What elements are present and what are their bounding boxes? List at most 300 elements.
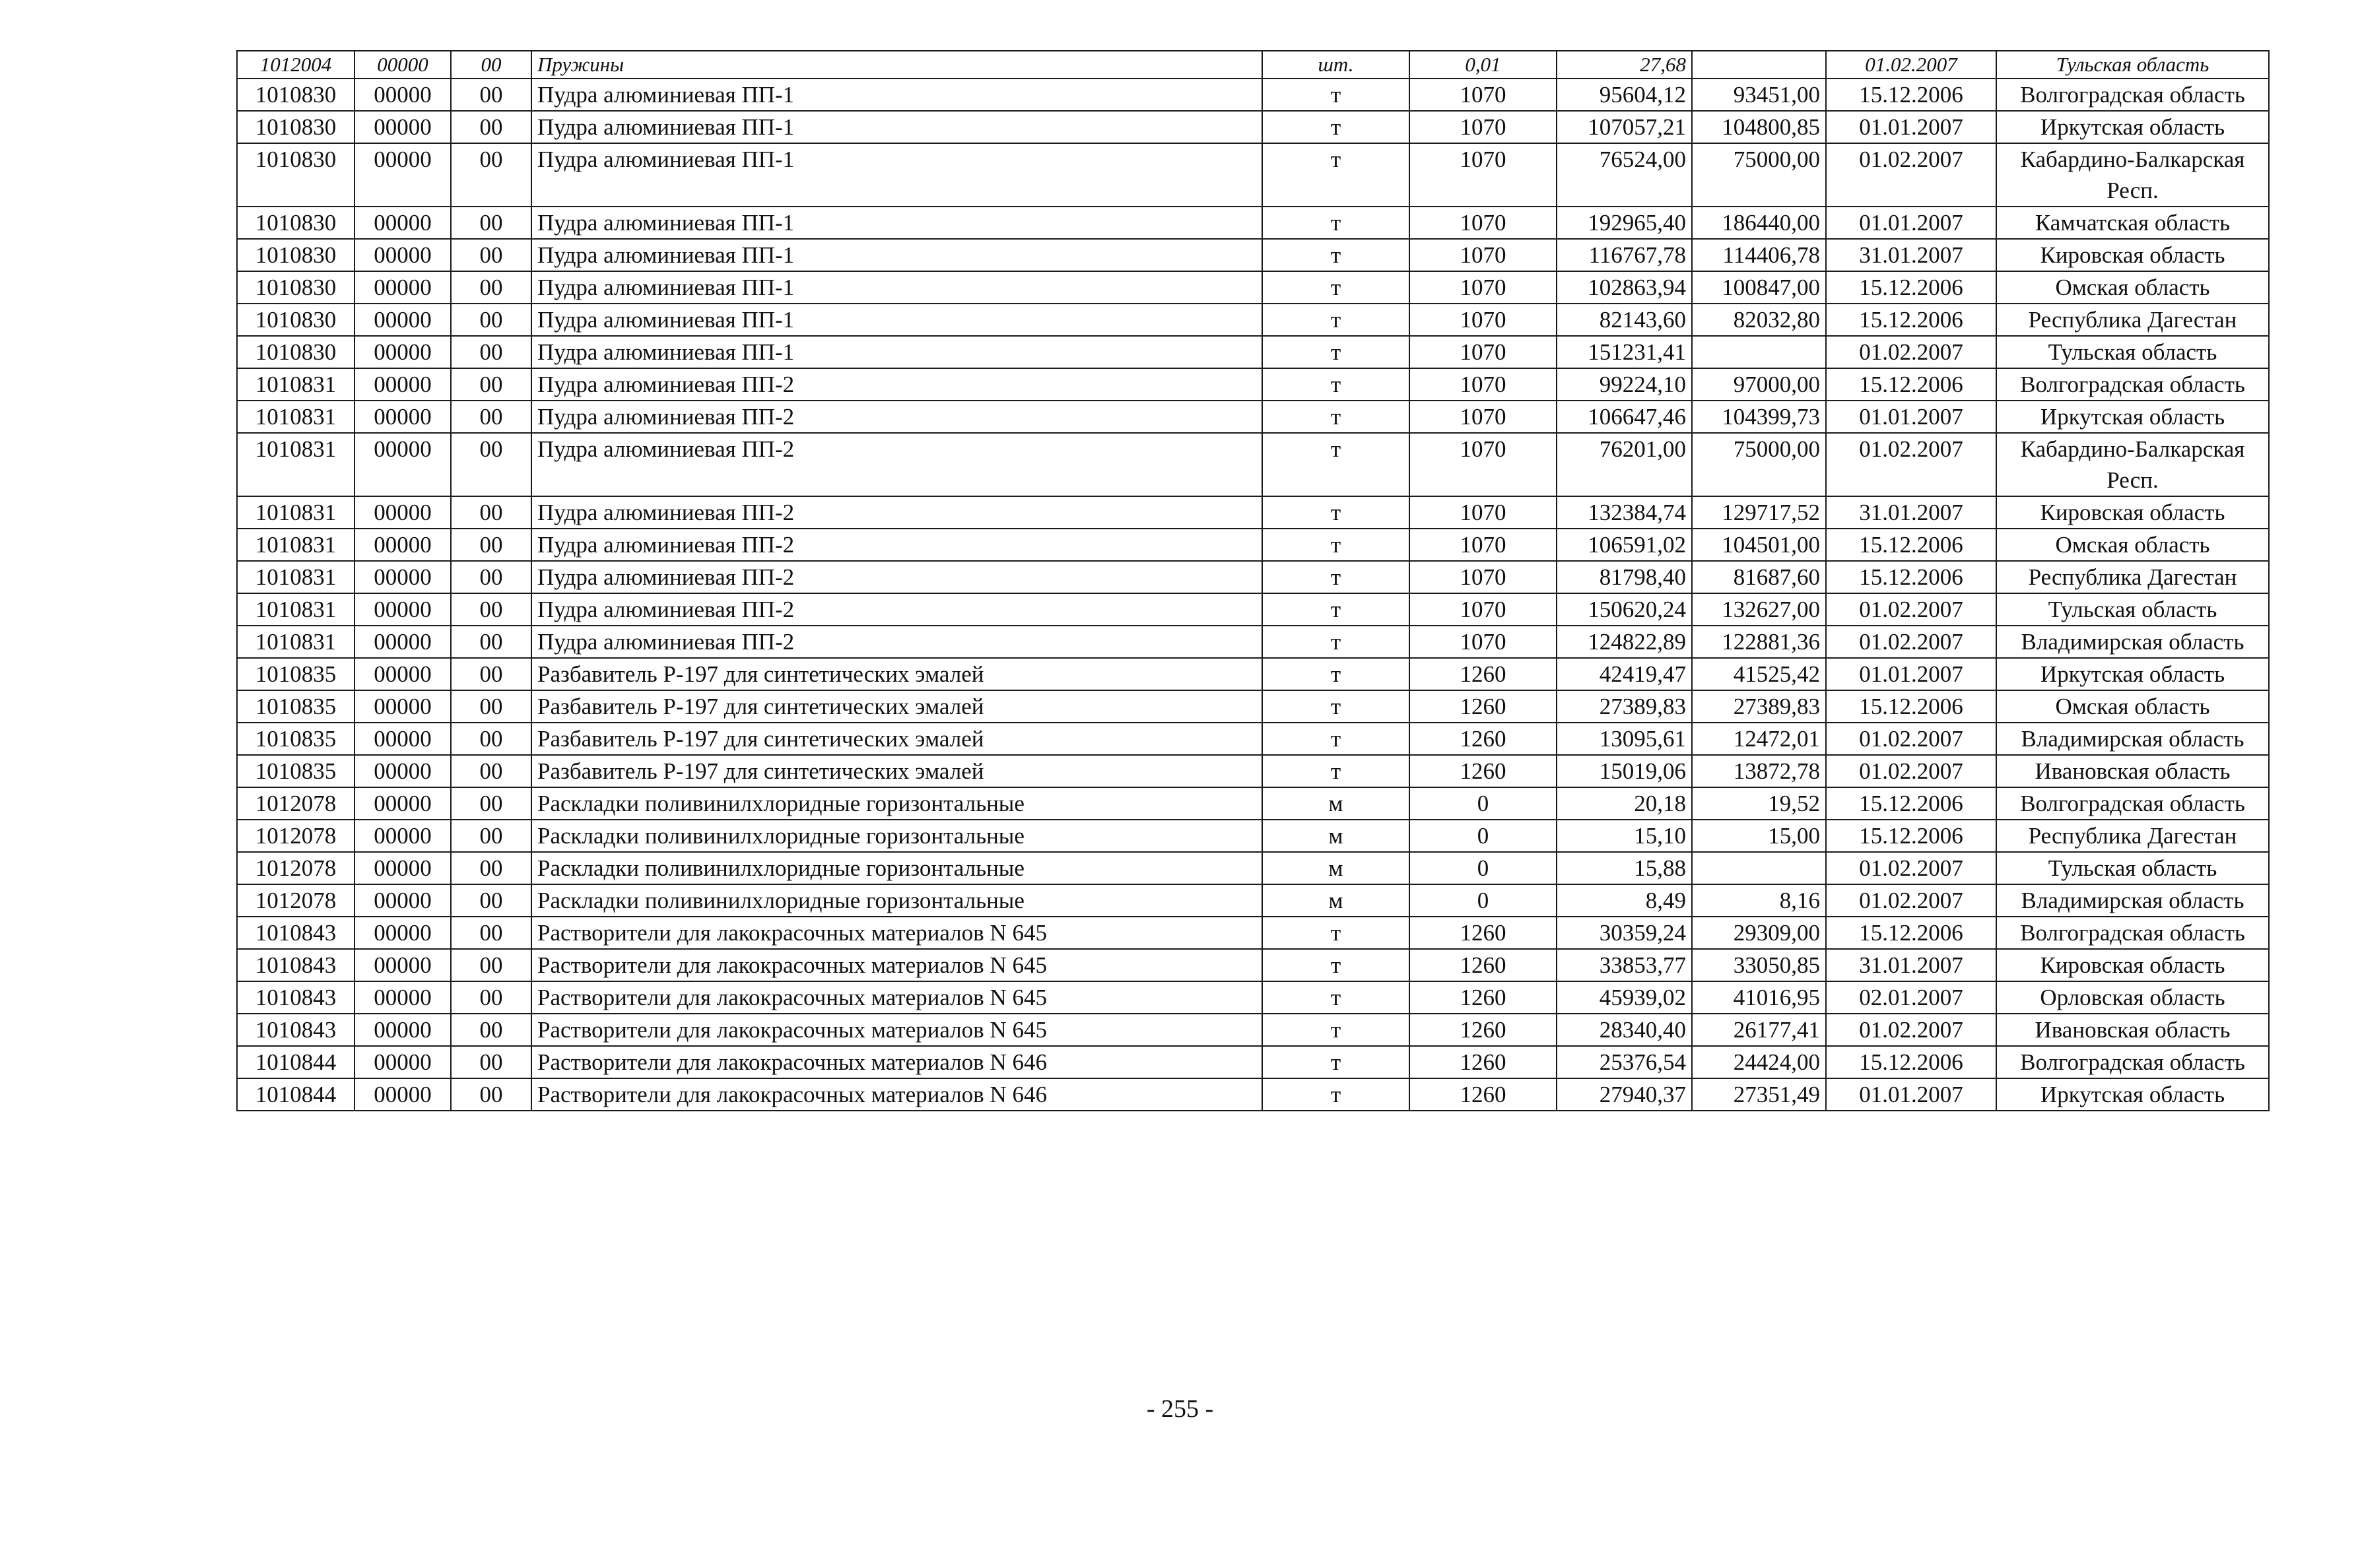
unit-cell: шт. bbox=[1262, 51, 1409, 79]
item-name-cell: Пудра алюминиевая ПП-1 bbox=[531, 239, 1262, 271]
price-cell: 116767,78 bbox=[1557, 239, 1692, 271]
unit-cell: т bbox=[1262, 336, 1409, 368]
sub-code-cell: 00000 bbox=[354, 143, 451, 207]
date-cell: 15.12.2006 bbox=[1826, 917, 1996, 949]
date-cell: 01.02.2007 bbox=[1826, 755, 1996, 787]
table-row bbox=[237, 111, 2269, 143]
rate-cell: 1070 bbox=[1409, 79, 1557, 111]
date-cell: 15.12.2006 bbox=[1826, 271, 1996, 304]
item-code-cell: 1010830 bbox=[237, 111, 354, 143]
price-cell: 25376,54 bbox=[1557, 1046, 1692, 1078]
price-cell: 15,88 bbox=[1557, 852, 1692, 884]
unit-cell: т bbox=[1262, 79, 1409, 111]
table-row bbox=[237, 981, 2269, 1014]
sub-code-cell: 00000 bbox=[354, 1014, 451, 1046]
price-cell: 28340,40 bbox=[1557, 1014, 1692, 1046]
group-code-cell: 00 bbox=[451, 820, 531, 852]
rate-cell: 1070 bbox=[1409, 368, 1557, 401]
group-code-cell: 00 bbox=[451, 368, 531, 401]
table-row bbox=[237, 143, 2269, 207]
price-cell: 106591,02 bbox=[1557, 529, 1692, 561]
region-cell: Омская область bbox=[1996, 271, 2269, 304]
date-cell: 15.12.2006 bbox=[1826, 304, 1996, 336]
region-cell: Тульская область bbox=[1996, 852, 2269, 884]
region-cell: Тульская область bbox=[1996, 51, 2269, 79]
date-cell: 15.12.2006 bbox=[1826, 787, 1996, 820]
region-cell: Тульская область bbox=[1996, 593, 2269, 626]
price-alt-cell: 75000,00 bbox=[1692, 433, 1826, 496]
table-row bbox=[237, 917, 2269, 949]
table-row bbox=[237, 433, 2269, 496]
price-alt-cell: 41525,42 bbox=[1692, 658, 1826, 690]
group-code-cell: 00 bbox=[451, 917, 531, 949]
price-cell: 102863,94 bbox=[1557, 271, 1692, 304]
sub-code-cell: 00000 bbox=[354, 690, 451, 723]
region-cell: Республика Дагестан bbox=[1996, 820, 2269, 852]
price-alt-cell: 12472,01 bbox=[1692, 723, 1826, 755]
group-code-cell: 00 bbox=[451, 79, 531, 111]
sub-code-cell: 00000 bbox=[354, 1078, 451, 1111]
region-cell: Камчатская область bbox=[1996, 207, 2269, 239]
unit-cell: т bbox=[1262, 755, 1409, 787]
group-code-cell: 00 bbox=[451, 755, 531, 787]
item-name-cell: Пружины bbox=[531, 51, 1262, 79]
item-name-cell: Пудра алюминиевая ПП-2 bbox=[531, 593, 1262, 626]
group-code-cell: 00 bbox=[451, 336, 531, 368]
unit-cell: т bbox=[1262, 529, 1409, 561]
date-cell: 01.02.2007 bbox=[1826, 852, 1996, 884]
date-cell: 01.02.2007 bbox=[1826, 626, 1996, 658]
rate-cell: 1070 bbox=[1409, 561, 1557, 593]
sub-code-cell: 00000 bbox=[354, 401, 451, 433]
price-alt-cell: 104399,73 bbox=[1692, 401, 1826, 433]
price-alt-cell: 13872,78 bbox=[1692, 755, 1826, 787]
item-name-cell: Разбавитель Р-197 для синтетических эмалей bbox=[531, 658, 1262, 690]
price-cell: 20,18 bbox=[1557, 787, 1692, 820]
group-code-cell: 00 bbox=[451, 143, 531, 207]
unit-cell: т bbox=[1262, 111, 1409, 143]
table-row bbox=[237, 723, 2269, 755]
table-row bbox=[237, 271, 2269, 304]
sub-code-cell: 00000 bbox=[354, 820, 451, 852]
price-cell: 8,49 bbox=[1557, 884, 1692, 917]
rate-cell: 1260 bbox=[1409, 981, 1557, 1014]
price-cell: 192965,40 bbox=[1557, 207, 1692, 239]
date-cell: 01.02.2007 bbox=[1826, 336, 1996, 368]
unit-cell: т bbox=[1262, 1014, 1409, 1046]
date-cell: 01.01.2007 bbox=[1826, 1078, 1996, 1111]
unit-cell: т bbox=[1262, 1046, 1409, 1078]
sub-code-cell: 00000 bbox=[354, 755, 451, 787]
date-cell: 01.01.2007 bbox=[1826, 658, 1996, 690]
sub-code-cell: 00000 bbox=[354, 1046, 451, 1078]
region-cell: Кировская область bbox=[1996, 496, 2269, 529]
group-code-cell: 00 bbox=[451, 949, 531, 981]
unit-cell: т bbox=[1262, 143, 1409, 207]
region-cell: Республика Дагестан bbox=[1996, 304, 2269, 336]
rate-cell: 1260 bbox=[1409, 917, 1557, 949]
sub-code-cell: 00000 bbox=[354, 271, 451, 304]
item-name-cell: Растворители для лакокрасочных материалов N 645 bbox=[531, 981, 1262, 1014]
sub-code-cell: 00000 bbox=[354, 561, 451, 593]
item-name-cell: Пудра алюминиевая ПП-2 bbox=[531, 401, 1262, 433]
region-cell: Волгоградская область bbox=[1996, 917, 2269, 949]
date-cell: 01.02.2007 bbox=[1826, 884, 1996, 917]
group-code-cell: 00 bbox=[451, 111, 531, 143]
date-cell: 01.02.2007 bbox=[1826, 1014, 1996, 1046]
price-alt-cell: 24424,00 bbox=[1692, 1046, 1826, 1078]
price-alt-cell: 114406,78 bbox=[1692, 239, 1826, 271]
sub-code-cell: 00000 bbox=[354, 111, 451, 143]
item-name-cell: Пудра алюминиевая ПП-2 bbox=[531, 368, 1262, 401]
unit-cell: т bbox=[1262, 690, 1409, 723]
region-cell: Владимирская область bbox=[1996, 884, 2269, 917]
table-row bbox=[237, 593, 2269, 626]
group-code-cell: 00 bbox=[451, 658, 531, 690]
price-alt-cell: 81687,60 bbox=[1692, 561, 1826, 593]
unit-cell: т bbox=[1262, 401, 1409, 433]
group-code-cell: 00 bbox=[451, 1014, 531, 1046]
date-cell: 15.12.2006 bbox=[1826, 820, 1996, 852]
sub-code-cell: 00000 bbox=[354, 981, 451, 1014]
table-row bbox=[237, 820, 2269, 852]
item-name-cell: Раскладки поливинилхлоридные горизонтальные bbox=[531, 852, 1262, 884]
item-name-cell: Пудра алюминиевая ПП-1 bbox=[531, 111, 1262, 143]
item-code-cell: 1012004 bbox=[237, 51, 354, 79]
rate-cell: 1070 bbox=[1409, 271, 1557, 304]
region-cell: Иркутская область bbox=[1996, 1078, 2269, 1111]
table-row bbox=[237, 368, 2269, 401]
item-name-cell: Разбавитель Р-197 для синтетических эмалей bbox=[531, 723, 1262, 755]
item-code-cell: 1010830 bbox=[237, 79, 354, 111]
unit-cell: т bbox=[1262, 723, 1409, 755]
item-code-cell: 1010843 bbox=[237, 981, 354, 1014]
price-cell: 106647,46 bbox=[1557, 401, 1692, 433]
rate-cell: 1260 bbox=[1409, 1078, 1557, 1111]
date-cell: 15.12.2006 bbox=[1826, 1046, 1996, 1078]
rate-cell: 1260 bbox=[1409, 949, 1557, 981]
item-name-cell: Разбавитель Р-197 для синтетических эмалей bbox=[531, 690, 1262, 723]
unit-cell: т bbox=[1262, 368, 1409, 401]
item-name-cell: Пудра алюминиевая ПП-1 bbox=[531, 304, 1262, 336]
item-code-cell: 1010830 bbox=[237, 271, 354, 304]
unit-cell: т bbox=[1262, 917, 1409, 949]
date-cell: 01.02.2007 bbox=[1826, 433, 1996, 496]
price-alt-cell: 19,52 bbox=[1692, 787, 1826, 820]
unit-cell: т bbox=[1262, 239, 1409, 271]
item-code-cell: 1010843 bbox=[237, 949, 354, 981]
price-alt-cell: 122881,36 bbox=[1692, 626, 1826, 658]
item-code-cell: 1010843 bbox=[237, 1014, 354, 1046]
unit-cell: т bbox=[1262, 626, 1409, 658]
item-name-cell: Раскладки поливинилхлоридные горизонтальные bbox=[531, 787, 1262, 820]
unit-cell: т bbox=[1262, 207, 1409, 239]
item-code-cell: 1010835 bbox=[237, 723, 354, 755]
group-code-cell: 00 bbox=[451, 271, 531, 304]
price-alt-cell: 8,16 bbox=[1692, 884, 1826, 917]
rate-cell: 1070 bbox=[1409, 529, 1557, 561]
group-code-cell: 00 bbox=[451, 884, 531, 917]
item-code-cell: 1010830 bbox=[237, 336, 354, 368]
sub-code-cell: 00000 bbox=[354, 723, 451, 755]
price-cell: 30359,24 bbox=[1557, 917, 1692, 949]
unit-cell: т bbox=[1262, 433, 1409, 496]
price-alt-cell: 104501,00 bbox=[1692, 529, 1826, 561]
rate-cell: 1070 bbox=[1409, 207, 1557, 239]
price-table-body bbox=[237, 51, 2269, 1111]
rate-cell: 0 bbox=[1409, 820, 1557, 852]
rate-cell: 1070 bbox=[1409, 401, 1557, 433]
group-code-cell: 00 bbox=[451, 626, 531, 658]
region-cell: Владимирская область bbox=[1996, 723, 2269, 755]
group-code-cell: 00 bbox=[451, 496, 531, 529]
item-name-cell: Пудра алюминиевая ПП-1 bbox=[531, 143, 1262, 207]
group-code-cell: 00 bbox=[451, 690, 531, 723]
item-code-cell: 1010835 bbox=[237, 755, 354, 787]
item-code-cell: 1010831 bbox=[237, 368, 354, 401]
sub-code-cell: 00000 bbox=[354, 304, 451, 336]
item-code-cell: 1010831 bbox=[237, 593, 354, 626]
unit-cell: т bbox=[1262, 658, 1409, 690]
price-alt-cell: 15,00 bbox=[1692, 820, 1826, 852]
region-cell: Волгоградская область bbox=[1996, 79, 2269, 111]
group-code-cell: 00 bbox=[451, 207, 531, 239]
group-code-cell: 00 bbox=[451, 593, 531, 626]
sub-code-cell: 00000 bbox=[354, 79, 451, 111]
item-name-cell: Пудра алюминиевая ПП-1 bbox=[531, 79, 1262, 111]
sub-code-cell: 00000 bbox=[354, 917, 451, 949]
table-row bbox=[237, 949, 2269, 981]
rate-cell: 1260 bbox=[1409, 1046, 1557, 1078]
region-cell: Кировская область bbox=[1996, 949, 2269, 981]
price-cell: 81798,40 bbox=[1557, 561, 1692, 593]
rate-cell: 1070 bbox=[1409, 593, 1557, 626]
item-name-cell: Пудра алюминиевая ПП-1 bbox=[531, 271, 1262, 304]
region-cell: Кировская область bbox=[1996, 239, 2269, 271]
region-cell: Омская область bbox=[1996, 690, 2269, 723]
price-cell: 124822,89 bbox=[1557, 626, 1692, 658]
date-cell: 01.02.2007 bbox=[1826, 51, 1996, 79]
sub-code-cell: 00000 bbox=[354, 239, 451, 271]
unit-cell: м bbox=[1262, 852, 1409, 884]
group-code-cell: 00 bbox=[451, 51, 531, 79]
date-cell: 31.01.2007 bbox=[1826, 239, 1996, 271]
item-code-cell: 1010831 bbox=[237, 401, 354, 433]
rate-cell: 0,01 bbox=[1409, 51, 1557, 79]
table-row bbox=[237, 690, 2269, 723]
item-code-cell: 1010830 bbox=[237, 143, 354, 207]
item-name-cell: Пудра алюминиевая ПП-2 bbox=[531, 561, 1262, 593]
rate-cell: 1070 bbox=[1409, 626, 1557, 658]
item-code-cell: 1010830 bbox=[237, 239, 354, 271]
region-cell: Иркутская область bbox=[1996, 658, 2269, 690]
sub-code-cell: 00000 bbox=[354, 496, 451, 529]
region-cell: Волгоградская область bbox=[1996, 1046, 2269, 1078]
price-alt-cell bbox=[1692, 336, 1826, 368]
item-name-cell: Растворители для лакокрасочных материалов N 645 bbox=[531, 917, 1262, 949]
price-cell: 76201,00 bbox=[1557, 433, 1692, 496]
price-cell: 27389,83 bbox=[1557, 690, 1692, 723]
item-code-cell: 1010835 bbox=[237, 690, 354, 723]
rate-cell: 1260 bbox=[1409, 658, 1557, 690]
item-code-cell: 1010831 bbox=[237, 561, 354, 593]
sub-code-cell: 00000 bbox=[354, 368, 451, 401]
price-cell: 132384,74 bbox=[1557, 496, 1692, 529]
region-cell: Иркутская область bbox=[1996, 401, 2269, 433]
group-code-cell: 00 bbox=[451, 852, 531, 884]
price-cell: 27940,37 bbox=[1557, 1078, 1692, 1111]
sub-code-cell: 00000 bbox=[354, 658, 451, 690]
date-cell: 01.02.2007 bbox=[1826, 143, 1996, 207]
item-name-cell: Пудра алюминиевая ПП-2 bbox=[531, 433, 1262, 496]
date-cell: 01.01.2007 bbox=[1826, 207, 1996, 239]
price-alt-cell: 104800,85 bbox=[1692, 111, 1826, 143]
date-cell: 01.01.2007 bbox=[1826, 111, 1996, 143]
unit-cell: т bbox=[1262, 271, 1409, 304]
sub-code-cell: 00000 bbox=[354, 336, 451, 368]
price-alt-cell: 75000,00 bbox=[1692, 143, 1826, 207]
table-row bbox=[237, 561, 2269, 593]
price-cell: 82143,60 bbox=[1557, 304, 1692, 336]
sub-code-cell: 00000 bbox=[354, 593, 451, 626]
rate-cell: 1070 bbox=[1409, 239, 1557, 271]
unit-cell: м bbox=[1262, 884, 1409, 917]
rate-cell: 0 bbox=[1409, 852, 1557, 884]
sub-code-cell: 00000 bbox=[354, 51, 451, 79]
price-alt-cell: 33050,85 bbox=[1692, 949, 1826, 981]
price-alt-cell bbox=[1692, 51, 1826, 79]
item-name-cell: Пудра алюминиевая ПП-1 bbox=[531, 336, 1262, 368]
item-code-cell: 1010830 bbox=[237, 207, 354, 239]
unit-cell: т bbox=[1262, 593, 1409, 626]
price-cell: 99224,10 bbox=[1557, 368, 1692, 401]
item-name-cell: Растворители для лакокрасочных материалов N 646 bbox=[531, 1078, 1262, 1111]
date-cell: 15.12.2006 bbox=[1826, 79, 1996, 111]
item-name-cell: Разбавитель Р-197 для синтетических эмалей bbox=[531, 755, 1262, 787]
date-cell: 31.01.2007 bbox=[1826, 949, 1996, 981]
rate-cell: 1070 bbox=[1409, 336, 1557, 368]
item-code-cell: 1010835 bbox=[237, 658, 354, 690]
group-code-cell: 00 bbox=[451, 1078, 531, 1111]
table-row bbox=[237, 1046, 2269, 1078]
table-row bbox=[237, 304, 2269, 336]
table-row bbox=[237, 658, 2269, 690]
price-alt-cell: 27351,49 bbox=[1692, 1078, 1826, 1111]
item-code-cell: 1010844 bbox=[237, 1078, 354, 1111]
rate-cell: 1260 bbox=[1409, 690, 1557, 723]
item-code-cell: 1010844 bbox=[237, 1046, 354, 1078]
price-table bbox=[236, 50, 2270, 1111]
item-name-cell: Пудра алюминиевая ПП-2 bbox=[531, 496, 1262, 529]
sub-code-cell: 00000 bbox=[354, 949, 451, 981]
table-row bbox=[237, 529, 2269, 561]
rate-cell: 1260 bbox=[1409, 1014, 1557, 1046]
price-cell: 15,10 bbox=[1557, 820, 1692, 852]
price-cell: 45939,02 bbox=[1557, 981, 1692, 1014]
rate-cell: 0 bbox=[1409, 884, 1557, 917]
item-code-cell: 1012078 bbox=[237, 884, 354, 917]
unit-cell: т bbox=[1262, 949, 1409, 981]
price-cell: 76524,00 bbox=[1557, 143, 1692, 207]
item-code-cell: 1010843 bbox=[237, 917, 354, 949]
region-cell: Волгоградская область bbox=[1996, 368, 2269, 401]
price-alt-cell: 132627,00 bbox=[1692, 593, 1826, 626]
group-code-cell: 00 bbox=[451, 239, 531, 271]
price-alt-cell: 129717,52 bbox=[1692, 496, 1826, 529]
item-name-cell: Растворители для лакокрасочных материалов N 645 bbox=[531, 1014, 1262, 1046]
table-row bbox=[237, 852, 2269, 884]
table-row bbox=[237, 496, 2269, 529]
table-row bbox=[237, 884, 2269, 917]
item-code-cell: 1010831 bbox=[237, 433, 354, 496]
date-cell: 01.02.2007 bbox=[1826, 593, 1996, 626]
unit-cell: т bbox=[1262, 981, 1409, 1014]
unit-cell: м bbox=[1262, 787, 1409, 820]
region-cell: Владимирская область bbox=[1996, 626, 2269, 658]
region-cell: Омская область bbox=[1996, 529, 2269, 561]
region-cell: Волгоградская область bbox=[1996, 787, 2269, 820]
group-code-cell: 00 bbox=[451, 723, 531, 755]
item-name-cell: Раскладки поливинилхлоридные горизонтальные bbox=[531, 884, 1262, 917]
sub-code-cell: 00000 bbox=[354, 884, 451, 917]
date-cell: 15.12.2006 bbox=[1826, 561, 1996, 593]
price-cell: 15019,06 bbox=[1557, 755, 1692, 787]
price-table-container bbox=[236, 50, 2268, 1111]
sub-code-cell: 00000 bbox=[354, 626, 451, 658]
unit-cell: т bbox=[1262, 1078, 1409, 1111]
price-cell: 150620,24 bbox=[1557, 593, 1692, 626]
price-alt-cell: 100847,00 bbox=[1692, 271, 1826, 304]
region-cell: Ивановская область bbox=[1996, 755, 2269, 787]
item-code-cell: 1012078 bbox=[237, 787, 354, 820]
price-alt-cell: 93451,00 bbox=[1692, 79, 1826, 111]
table-row bbox=[237, 239, 2269, 271]
sub-code-cell: 00000 bbox=[354, 787, 451, 820]
price-alt-cell: 29309,00 bbox=[1692, 917, 1826, 949]
table-row bbox=[237, 401, 2269, 433]
rate-cell: 1070 bbox=[1409, 143, 1557, 207]
date-cell: 15.12.2006 bbox=[1826, 529, 1996, 561]
group-code-cell: 00 bbox=[451, 787, 531, 820]
date-cell: 15.12.2006 bbox=[1826, 690, 1996, 723]
region-cell: Кабардино-Балкарская Респ. bbox=[1996, 143, 2269, 207]
table-row bbox=[237, 626, 2269, 658]
group-code-cell: 00 bbox=[451, 1046, 531, 1078]
item-code-cell: 1012078 bbox=[237, 820, 354, 852]
group-code-cell: 00 bbox=[451, 401, 531, 433]
group-code-cell: 00 bbox=[451, 529, 531, 561]
group-code-cell: 00 bbox=[451, 981, 531, 1014]
table-row bbox=[237, 79, 2269, 111]
date-cell: 15.12.2006 bbox=[1826, 368, 1996, 401]
price-alt-cell: 41016,95 bbox=[1692, 981, 1826, 1014]
price-cell: 27,68 bbox=[1557, 51, 1692, 79]
item-name-cell: Растворители для лакокрасочных материалов N 645 bbox=[531, 949, 1262, 981]
region-cell: Республика Дагестан bbox=[1996, 561, 2269, 593]
table-row bbox=[237, 1014, 2269, 1046]
table-row bbox=[237, 51, 2269, 79]
item-code-cell: 1010831 bbox=[237, 626, 354, 658]
rate-cell: 1070 bbox=[1409, 304, 1557, 336]
price-alt-cell: 82032,80 bbox=[1692, 304, 1826, 336]
unit-cell: т bbox=[1262, 496, 1409, 529]
rate-cell: 0 bbox=[1409, 787, 1557, 820]
rate-cell: 1260 bbox=[1409, 723, 1557, 755]
rate-cell: 1260 bbox=[1409, 755, 1557, 787]
sub-code-cell: 00000 bbox=[354, 433, 451, 496]
unit-cell: т bbox=[1262, 304, 1409, 336]
group-code-cell: 00 bbox=[451, 561, 531, 593]
